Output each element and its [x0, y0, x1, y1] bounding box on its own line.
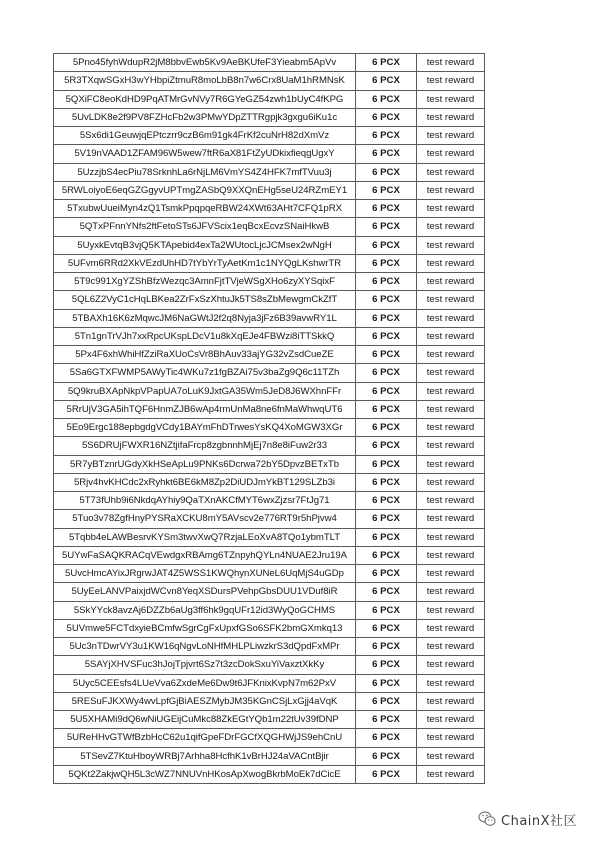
table-row [54, 90, 485, 108]
amount-cell: 6 PCX [356, 127, 417, 145]
amount-cell: 6 PCX [356, 711, 417, 729]
address-cell: 5TSevZ7KtuHboyWRBj7Arhha8HcfhK1vBrHJ24aVACntBjir [54, 747, 356, 765]
table-row [54, 54, 485, 72]
memo-cell: test reward [417, 565, 485, 583]
amount-cell: 6 PCX [356, 236, 417, 254]
table-row [54, 108, 485, 126]
address-cell: 5QTxPFnnYNfs2ftFetoSTs6JFVScix1eqBcxEcvzSNaiHkwB [54, 218, 356, 236]
table-row [54, 473, 485, 491]
watermark-text: ChainX社区 [501, 813, 578, 829]
watermark [478, 808, 577, 830]
memo-cell: test reward [417, 90, 485, 108]
address-cell: 5UFvm6RRd2XkVEzdUhHD7tYbYrTyAetKm1c1NYQgLKshwrTR [54, 254, 356, 272]
memo-cell: test reward [417, 382, 485, 400]
memo-cell: test reward [417, 583, 485, 601]
memo-cell: test reward [417, 291, 485, 309]
address-cell: 5T9c991XgYZShBfzWezqc3AmnFjtTVjeWSgXHo6zyXYSqixF [54, 273, 356, 291]
amount-cell: 6 PCX [356, 382, 417, 400]
rewards-table-body [54, 54, 485, 784]
amount-cell: 6 PCX [356, 346, 417, 364]
memo-cell: test reward [417, 619, 485, 637]
table-row [54, 638, 485, 656]
amount-cell: 6 PCX [356, 546, 417, 564]
address-cell: 5UVmwe5FCTdxyieBCmfwSgrCgFxUpxfGSo6SFK2bmGXmkq13 [54, 619, 356, 637]
table-row [54, 254, 485, 272]
amount-cell: 6 PCX [356, 181, 417, 199]
address-cell: 5TxubwUueiMyn4zQ1TsmkPpqpqeRBW24XWt63AHt7CFQ1pRX [54, 200, 356, 218]
amount-cell: 6 PCX [356, 200, 417, 218]
address-cell: 5Tuo3v78ZgfHnyPYSRaXCKU8mY5AVscv2e776RT9r5hPjvw4 [54, 510, 356, 528]
address-cell: 5Rjv4hvKHCdc2xRyhkt6BE6kM8Zp2DiUDJmYkBT129SLZb3i [54, 473, 356, 491]
amount-cell: 6 PCX [356, 528, 417, 546]
table-row [54, 729, 485, 747]
rewards-table [53, 53, 485, 784]
memo-cell: test reward [417, 163, 485, 181]
memo-cell: test reward [417, 218, 485, 236]
address-cell: 5Sa6GTXFWMP5AWyTic4WKu7z1fgBZAi75v3baZg9Q6c11TZh [54, 364, 356, 382]
amount-cell: 6 PCX [356, 473, 417, 491]
memo-cell: test reward [417, 638, 485, 656]
amount-cell: 6 PCX [356, 400, 417, 418]
memo-cell: test reward [417, 711, 485, 729]
address-cell: 5QKt2ZakjwQH5L3cWZ7NNUVnHKosApXwogBkrbMoEk7dCicE [54, 765, 356, 783]
amount-cell: 6 PCX [356, 72, 417, 90]
address-cell: 5Q9kruBXApNkpVPapUA7oLuK9JxtGA35Wm5JeD8J6WXhnFFr [54, 382, 356, 400]
address-cell: 5RESuFJKXWy4wvLpfGjBiAESZMybJM35KGnCSjLxGjj4aVqK [54, 692, 356, 710]
table-row [54, 565, 485, 583]
amount-cell: 6 PCX [356, 492, 417, 510]
memo-cell: test reward [417, 400, 485, 418]
address-cell: 5Tqbb4eLAWBesrvKYSm3twvXwQ7RzjaLEoXvA8TQo1ybmTLT [54, 528, 356, 546]
address-cell: 5UvLDK8e2f9PV8FZHcFb2w3PMwYDpZTTRgpjk3gxgu6iKu1c [54, 108, 356, 126]
memo-cell: test reward [417, 492, 485, 510]
amount-cell: 6 PCX [356, 108, 417, 126]
address-cell: 5R7yBTznrUGdyXkHSeApLu9PNKs6Dcrwa72bY5DpvzBETxTb [54, 455, 356, 473]
memo-cell: test reward [417, 200, 485, 218]
amount-cell: 6 PCX [356, 455, 417, 473]
address-cell: 5UvcHmcAYixJRgrwJAT4Z5WSS1KWQhynXUNeL6UqMjS4uGDp [54, 565, 356, 583]
memo-cell: test reward [417, 729, 485, 747]
amount-cell: 6 PCX [356, 601, 417, 619]
table-row [54, 218, 485, 236]
amount-cell: 6 PCX [356, 565, 417, 583]
amount-cell: 6 PCX [356, 364, 417, 382]
memo-cell: test reward [417, 309, 485, 327]
wechat-icon [478, 811, 496, 827]
address-cell: 5Pno45fyhWdupR2jM8bbvEwb5Kv9AeBKUfeF3Yieabm5ApVv [54, 54, 356, 72]
table-row [54, 419, 485, 437]
memo-cell: test reward [417, 364, 485, 382]
memo-cell: test reward [417, 455, 485, 473]
amount-cell: 6 PCX [356, 656, 417, 674]
memo-cell: test reward [417, 601, 485, 619]
amount-cell: 6 PCX [356, 309, 417, 327]
table-row [54, 656, 485, 674]
amount-cell: 6 PCX [356, 163, 417, 181]
table-row [54, 692, 485, 710]
memo-cell: test reward [417, 692, 485, 710]
memo-cell: test reward [417, 72, 485, 90]
table-row [54, 437, 485, 455]
address-cell: 5T73fUhb9i6NkdqAYhiy9QaTXnAKCfMYT6wxZjzsr7FtJg71 [54, 492, 356, 510]
amount-cell: 6 PCX [356, 619, 417, 637]
amount-cell: 6 PCX [356, 273, 417, 291]
table-row [54, 765, 485, 783]
table-row [54, 346, 485, 364]
address-cell: 5U5XHAMi9dQ6wNiUGEijCuMkc88ZkEGtYQb1m22tUv39fDNP [54, 711, 356, 729]
memo-cell: test reward [417, 747, 485, 765]
address-cell: 5R3TXqwSGxH3wYHbpiZtmuR8moLbB8n7w6Crx8UaM1hRMNsK [54, 72, 356, 90]
memo-cell: test reward [417, 127, 485, 145]
memo-cell: test reward [417, 145, 485, 163]
table-row [54, 163, 485, 181]
memo-cell: test reward [417, 254, 485, 272]
address-cell: 5SAYjXHVSFuc3hJojTpjvrt6Sz7t3zcDokSxuYiVaxztXkKy [54, 656, 356, 674]
table-row [54, 455, 485, 473]
amount-cell: 6 PCX [356, 583, 417, 601]
table-row [54, 583, 485, 601]
memo-cell: test reward [417, 656, 485, 674]
amount-cell: 6 PCX [356, 291, 417, 309]
memo-cell: test reward [417, 765, 485, 783]
amount-cell: 6 PCX [356, 218, 417, 236]
memo-cell: test reward [417, 437, 485, 455]
address-cell: 5RrUjV3GA5ihTQF6HnmZJB6wAp4rmUnMa8ne6fnMaWhwqUT6 [54, 400, 356, 418]
address-cell: 5Tn1gnTrVJh7xxRpcUKspLDcV1u8kXqEJe4FBWzi8iTTSkkQ [54, 327, 356, 345]
table-row [54, 236, 485, 254]
amount-cell: 6 PCX [356, 729, 417, 747]
amount-cell: 6 PCX [356, 747, 417, 765]
memo-cell: test reward [417, 54, 485, 72]
table-row [54, 674, 485, 692]
address-cell: 5Sx6di1GeuwjqEPtczrr9czB6m91gk4FrKf2cuNrH82dXmVz [54, 127, 356, 145]
memo-cell: test reward [417, 473, 485, 491]
amount-cell: 6 PCX [356, 327, 417, 345]
amount-cell: 6 PCX [356, 692, 417, 710]
table-row [54, 309, 485, 327]
table-row [54, 528, 485, 546]
memo-cell: test reward [417, 346, 485, 364]
address-cell: 5QL6Z2VyC1cHqLBKea2ZrFxSzXhtuJk5TS8sZbMewgmCkZfT [54, 291, 356, 309]
table-row [54, 747, 485, 765]
amount-cell: 6 PCX [356, 638, 417, 656]
memo-cell: test reward [417, 181, 485, 199]
memo-cell: test reward [417, 327, 485, 345]
table-row [54, 546, 485, 564]
table-row [54, 273, 485, 291]
table-row [54, 181, 485, 199]
address-cell: 5Eo9Ergc188epbgdgVCdy1BAYmFhDTrwesYsKQ4XoMGW3XGr [54, 419, 356, 437]
amount-cell: 6 PCX [356, 54, 417, 72]
amount-cell: 6 PCX [356, 765, 417, 783]
address-cell: 5Uyc5CEEsfs4LUeVva6ZxdeMe6Dw9t6JFKnixKvpN7m62PxV [54, 674, 356, 692]
table-row [54, 619, 485, 637]
address-cell: 5RWLoiyoE6eqGZGgyvUPTmgZASbQ9XXQnEHg5seU24RZmEY1 [54, 181, 356, 199]
memo-cell: test reward [417, 674, 485, 692]
amount-cell: 6 PCX [356, 437, 417, 455]
memo-cell: test reward [417, 546, 485, 564]
amount-cell: 6 PCX [356, 674, 417, 692]
address-cell: 5UYwFaSAQKRACqVEwdgxRBAmg6TZnpyhQYLn4NUAE2Jru19A [54, 546, 356, 564]
address-cell: 5UzzjbS4ecPiu78SrknhLa6rNjLM6VmYS4Z4HFK7mfTVuu3j [54, 163, 356, 181]
amount-cell: 6 PCX [356, 90, 417, 108]
memo-cell: test reward [417, 510, 485, 528]
table-row [54, 127, 485, 145]
amount-cell: 6 PCX [356, 419, 417, 437]
table-row [54, 72, 485, 90]
address-cell: 5V19nVAAD1ZFAM96W5wew7ftR6aX81FtZyUDkixfieqgUgxY [54, 145, 356, 163]
table-row [54, 601, 485, 619]
table-row [54, 400, 485, 418]
address-cell: 5SkYYck8avzAj6DZZb6aUg3ff6hk9gqUFr12id3WyQoGCHMS [54, 601, 356, 619]
address-cell: 5Px4F6xhWhiHfZziRaXUoCsVr8BhAuv33ajYG32vZsdCueZE [54, 346, 356, 364]
address-cell: 5UyEeLANVPaixjdWCvn8YeqXSDursPVehpGbsDUU1VDuf8iR [54, 583, 356, 601]
table-row [54, 291, 485, 309]
table-row [54, 327, 485, 345]
address-cell: 5S6DRUjFWXR16NZtjifaFrcp8zgbnnhMjEj7n8e8iFuw2r33 [54, 437, 356, 455]
table-row [54, 200, 485, 218]
address-cell: 5UyxkEvtqB3vjQ5KTApebid4exTa2WUtocLjcJCMsex2wNgH [54, 236, 356, 254]
table-row [54, 510, 485, 528]
memo-cell: test reward [417, 108, 485, 126]
table-row [54, 145, 485, 163]
amount-cell: 6 PCX [356, 510, 417, 528]
memo-cell: test reward [417, 419, 485, 437]
memo-cell: test reward [417, 236, 485, 254]
memo-cell: test reward [417, 273, 485, 291]
address-cell: 5Uc3nTDwrVY3u1KW16qNgvLoNHfMHLPLiwzkrS3dQpdFxMPr [54, 638, 356, 656]
amount-cell: 6 PCX [356, 254, 417, 272]
table-row [54, 711, 485, 729]
address-cell: 5TBAXh16K6zMqwcJM6NaGWtJ2f2q8Nyja3jFz6B39avwRY1L [54, 309, 356, 327]
address-cell: 5QXiFC8eoKdHD9PqATMrGvNVy7R6GYeGZ54zwh1bUyC4fKPG [54, 90, 356, 108]
table-row [54, 364, 485, 382]
memo-cell: test reward [417, 528, 485, 546]
table-row [54, 492, 485, 510]
table-row [54, 382, 485, 400]
address-cell: 5UReHHvGTWfBzbHcC62u1qifGpeFDrFGCfXQGHWjJS9ehCnU [54, 729, 356, 747]
amount-cell: 6 PCX [356, 145, 417, 163]
